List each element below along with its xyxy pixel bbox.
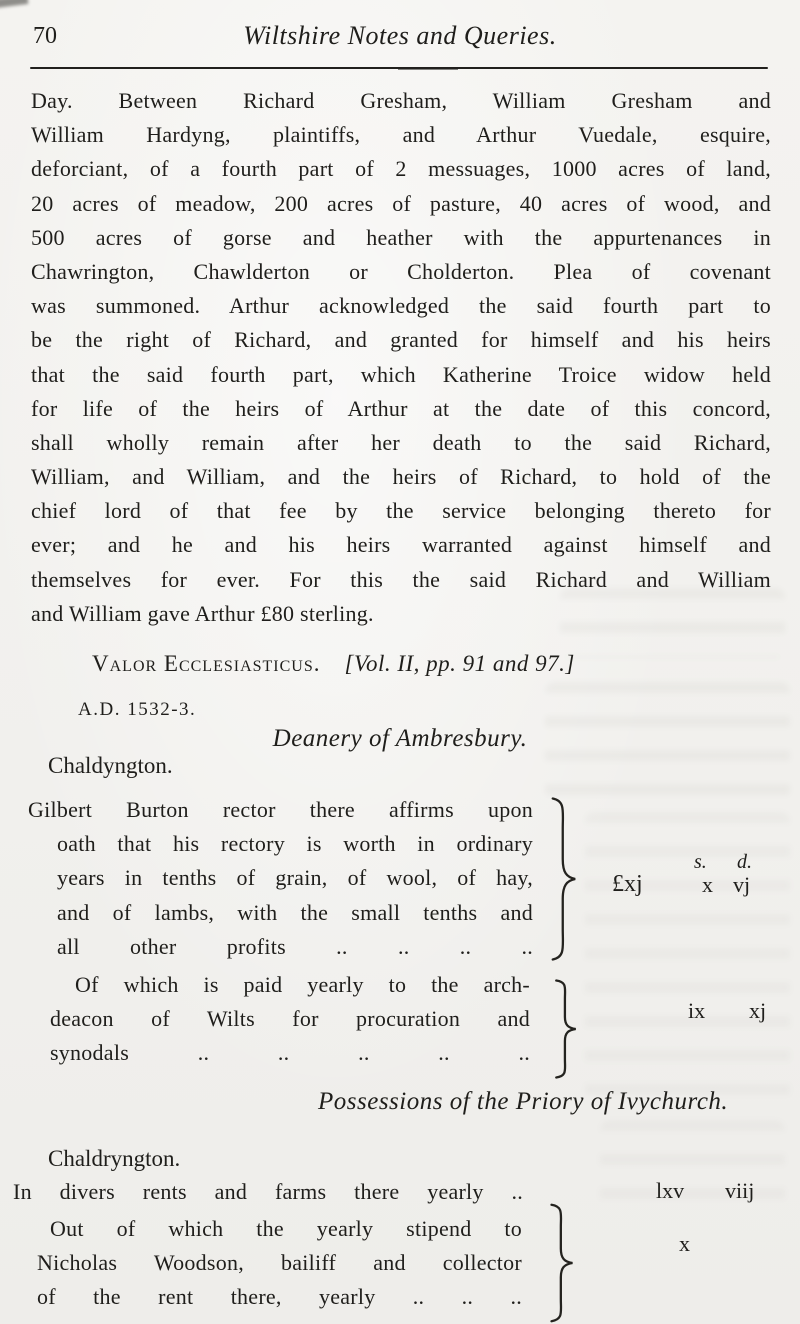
text-line: of the rent there, yearly .. .. ..	[37, 1284, 522, 1310]
amount-shillings: x	[679, 1231, 690, 1256]
text-line: 500 acres of gorse and heather with the appurtenances in	[31, 224, 771, 250]
text-line: Nicholas Woodson, bailiff and collector	[37, 1250, 522, 1276]
text-line: ever; and he and his heirs warranted against himself and	[31, 532, 771, 558]
text-line: Chawrington, Chawlderton or Cholderton. Plea of covenant	[31, 258, 771, 284]
possessions-heading: Possessions of the Priory of Ivychurch.	[318, 1088, 729, 1115]
amount-shillings: x	[702, 872, 713, 897]
text-line: Out of which the yearly stipend to	[50, 1216, 522, 1241]
pence-column-header: d.	[737, 851, 752, 873]
text-line: and of lambs, with the small tenths and	[57, 899, 533, 925]
valor-entry-1	[28, 793, 533, 964]
shillings-column-header: s.	[694, 851, 707, 873]
place-name: Chaldyngton.	[48, 753, 173, 778]
bleedthrough-smudge	[585, 812, 790, 1112]
text-line: chief lord of that fee by the service belonging thereto for	[31, 498, 771, 524]
amount-shillings: ix	[688, 998, 706, 1023]
text-line: William Hardyng, plaintiffs, and Arthur Vuedale, esquire,	[31, 122, 771, 148]
text-line: themselves for ever. For this the said Richard and William	[31, 566, 771, 592]
amount-pence: viij	[725, 1178, 755, 1203]
section-heading-valor	[92, 648, 575, 680]
text-line: deacon of Wilts for procuration and	[50, 1006, 530, 1032]
brace	[549, 796, 579, 962]
text-line: Gilbert Burton rector there affirms upon	[28, 797, 533, 822]
place-name: Chaldryngton.	[48, 1146, 181, 1171]
bleedthrough-smudge	[600, 1120, 785, 1210]
text-line: oath that his rectory is worth in ordinary	[57, 831, 533, 857]
text-line: for life of the heirs of Arthur at the date of this concord,	[31, 395, 771, 421]
volume-reference: [Vol. II, pp. 91 and 97.]	[344, 651, 575, 676]
header-rule-flaw	[398, 69, 458, 70]
text-line: and William gave Arthur £80 sterling.	[31, 600, 374, 626]
brace	[553, 979, 579, 1079]
text-line: be the right of Richard, and granted for himself and his heirs	[31, 327, 771, 353]
amount-pounds: £xj	[612, 871, 643, 897]
page-number: 70	[33, 23, 57, 49]
text-line: Day. Between Richard Gresham, William Gresham and	[31, 88, 771, 113]
scan-corner-mark	[0, 0, 28, 8]
amount-pence: xj	[749, 998, 767, 1023]
text-line: In divers rents and farms there yearly ..	[13, 1179, 523, 1204]
text-line: was summoned. Arthur acknowledged the said fourth part to	[31, 293, 771, 319]
text-line: all other profits .. .. .. ..	[57, 933, 533, 959]
text-line: Of which is paid yearly to the arch-	[75, 972, 530, 997]
valor-title: Valor Ecclesiasticus.	[92, 651, 321, 676]
fine-paragraph	[31, 84, 771, 631]
text-line: synodals .. .. .. .. ..	[50, 1040, 530, 1066]
text-line: that the said fourth part, which Katherine Troice widow held	[31, 361, 771, 387]
text-line: years in tenths of grain, of wool, of hay,	[57, 865, 533, 891]
valor-entry-4	[37, 1212, 522, 1315]
valor-entry-3	[13, 1175, 523, 1209]
text-line: shall wholly remain after her death to the said Richard,	[31, 429, 771, 455]
text-line: deforciant, of a fourth part of 2 messuages, 1000 acres of land,	[31, 156, 771, 182]
text-line: 20 acres of meadow, 200 acres of pasture, 40 acres of wood, and	[31, 190, 771, 216]
running-head-title: Wiltshire Notes and Queries.	[243, 21, 557, 50]
amount-pence: vj	[733, 872, 751, 897]
brace	[548, 1203, 576, 1323]
text-line: William, and William, and the heirs of Richard, to hold of the	[31, 464, 771, 490]
amount-shillings: lxv	[656, 1178, 685, 1203]
deanery-heading: Deanery of Ambresbury.	[272, 725, 528, 752]
valor-entry-2	[50, 968, 530, 1071]
date-line: A.D. 1532-3.	[78, 699, 197, 720]
